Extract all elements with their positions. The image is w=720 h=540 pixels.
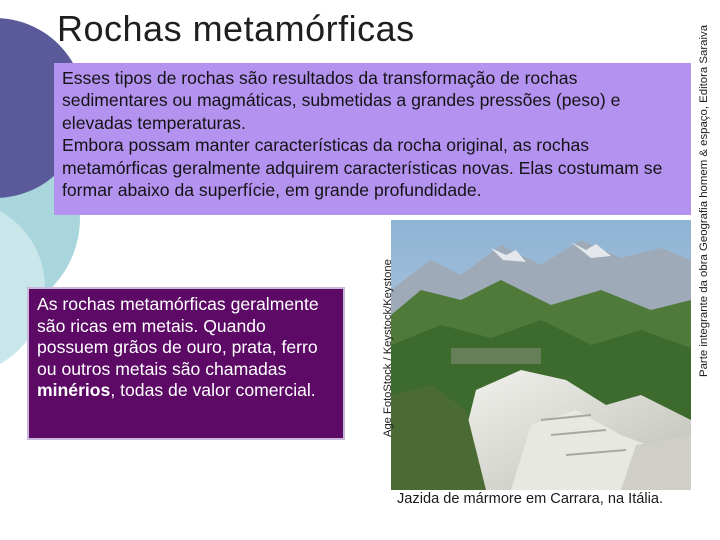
marble-quarry-photo [391,220,691,490]
intro-paragraph-1: Esses tipos de rochas são resultados da transformação de rochas sedimentares ou magmáticas, submetidas a grandes pressões (peso) e elevadas temperaturas. [62,68,621,133]
metals-text-end: , todas de valor comercial. [110,380,316,400]
minerios-term: minérios [37,380,111,400]
source-credit: Parte integrante da obra Geografia homem & espaço, Editora Saraiva [698,24,710,377]
metals-text-start: As rochas metamórficas geralmente são ricas em metais. Quando possuem grãos de ouro, prata, ferro ou outros metais são chamadas [37,294,319,379]
photo-credit: Age FotoStock / Keystock/Keystone [382,259,394,437]
slide-title: Rochas metamórficas [57,8,415,49]
photo-caption: Jazida de mármore em Carrara, na Itália. [397,491,664,507]
metals-text-box [27,287,345,440]
intro-paragraph-2: Embora possam manter características da rocha original, as rochas metamórficas geralmente adquirem características novas. Elas costumam se formar abaixo da superfície, em grande profundidade. [62,135,663,201]
intro-text-box [54,63,691,215]
